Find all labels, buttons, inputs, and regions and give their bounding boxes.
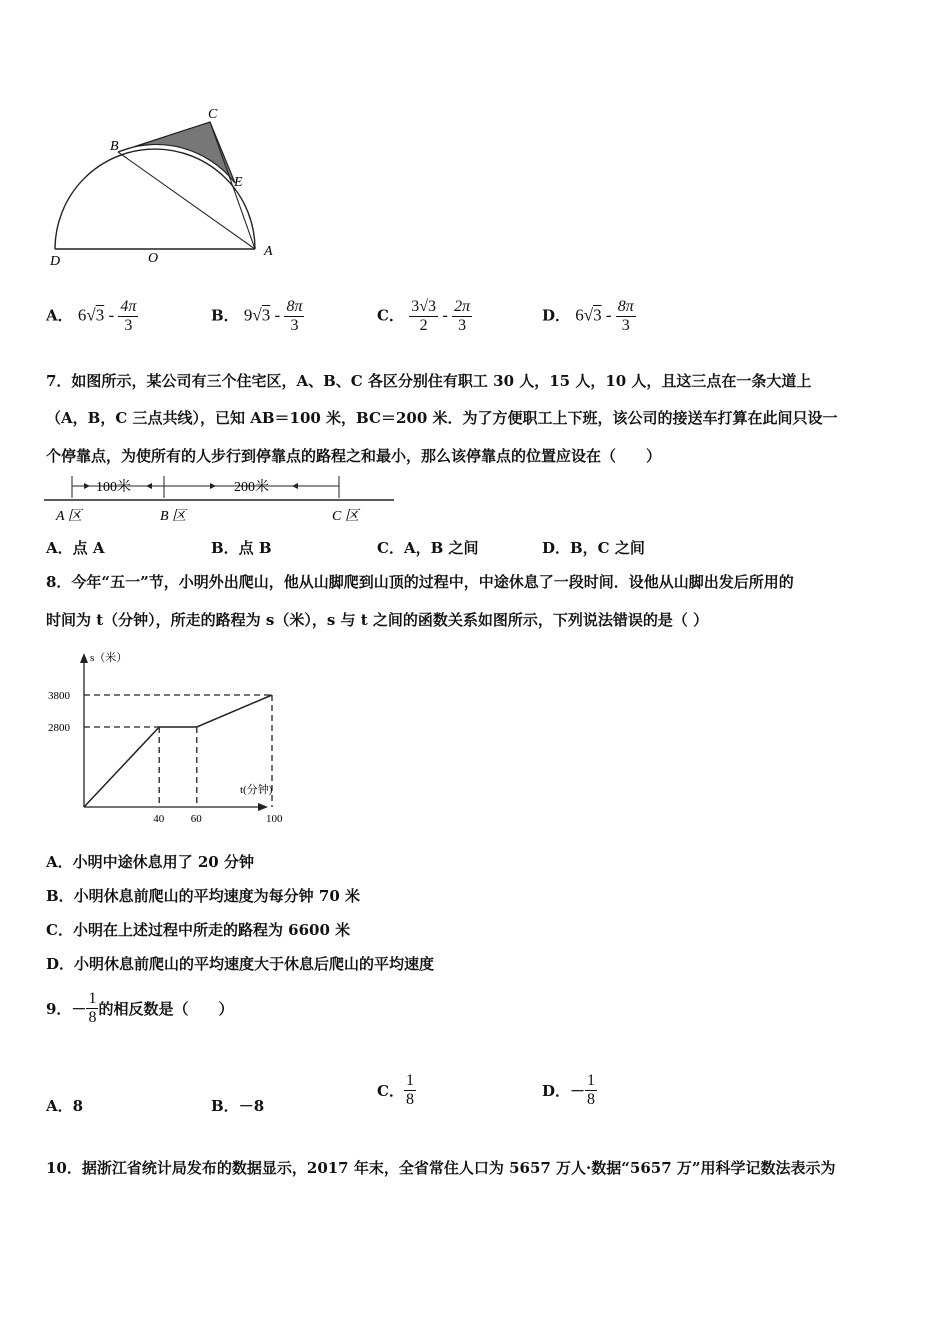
y-axis-arrow <box>80 653 88 663</box>
q8-text-line2: 时间为 t（分钟），所走的路程为 s（米），s 与 t 之间的函数关系如图所示，下列说法错误的是（ ） <box>46 611 709 629</box>
q7-label-a: A 区 <box>56 509 82 524</box>
y-tick-label: 2800 <box>48 722 70 734</box>
q8-option-d[interactable]: D．小明休息前爬山的平均速度大于休息后爬山的平均速度 <box>46 955 435 973</box>
q6-option-c[interactable]: C． $\frac{3√3}{2}$ - $\frac{2\pi}{3}$ <box>377 298 471 334</box>
q9-fraction: $\frac{1}{8}$ <box>88 990 97 1026</box>
q8-option-b[interactable]: B．小明休息前爬山的平均速度为每分钟 70 米 <box>46 887 360 905</box>
q7-label-b: B 区 <box>160 509 187 524</box>
q7-road-figure <box>44 472 404 527</box>
q7-option-d[interactable]: D．B，C 之间 <box>542 539 645 557</box>
label-c: C <box>208 107 218 122</box>
label-o: O <box>148 251 159 266</box>
label-e: E <box>234 175 243 190</box>
q8-option-c[interactable]: C．小明在上述过程中所走的路程为 6600 米 <box>46 921 351 939</box>
chord-ba <box>118 152 255 249</box>
x-tick-label: 40 <box>153 813 165 825</box>
x-tick-label: 100 <box>266 813 283 825</box>
q9-option-b[interactable]: B．－8 <box>211 1097 265 1115</box>
q6-geometry-figure <box>40 100 290 275</box>
q7-label-ab: 100米 <box>96 480 131 495</box>
q9-option-c[interactable]: C． $\frac{1}{8}$ <box>377 1072 414 1108</box>
q7-text-line1: 7．如图所示，某公司有三个住宅区，A、B、C 各区分别住有职工 30 人，15 人，10 人，且这三点在一条大道上 <box>46 372 812 390</box>
q6-option-d[interactable]: D． 6√3 - $\frac{8\pi}{3}$ <box>542 298 634 334</box>
x-tick-label: 60 <box>190 813 202 825</box>
q7-option-b[interactable]: B．点 B <box>211 539 272 557</box>
q6-option-b[interactable]: B． 9√3 - $\frac{8\pi}{3}$ <box>211 298 303 334</box>
label-b: B <box>110 139 119 154</box>
q7-option-a[interactable]: A．点 A <box>46 539 105 557</box>
q9-option-d[interactable]: D．－ $\frac{1}{8}$ <box>542 1072 596 1108</box>
q7-option-c[interactable]: C．A，B 之间 <box>377 539 479 557</box>
q7-text-line3: 个停靠点，为使所有的人步行到停靠点的路程之和最小，那么该停靠点的位置应设在（ ） <box>46 447 662 465</box>
q10-text-line1: 10．据浙江省统计局发布的数据显示，2017 年末，全省常住人口为 5657 万人·数据“5657 万”用科学记数法表示为 <box>46 1159 836 1177</box>
line-ca <box>210 122 255 249</box>
y-tick-label: 3800 <box>48 690 70 702</box>
q9-option-a[interactable]: A．8 <box>46 1097 84 1115</box>
q8-text-line1: 8．今年“五一”节，小明外出爬山，他从山脚爬到山顶的过程中，中途休息了一段时间．设他从山脚出发后所用的 <box>46 573 794 591</box>
q8-option-a[interactable]: A．小明中途休息用了 20 分钟 <box>46 853 254 871</box>
label-d: D <box>50 254 61 269</box>
q6-option-a[interactable]: A． 6√3 - $\frac{4\pi}{3}$ <box>46 298 137 334</box>
label-a: A <box>264 244 273 259</box>
q9-question: 9．－ $\frac{1}{8}$ 的相反数是（ ） <box>46 990 234 1026</box>
q7-text-line2: （A，B，C 三点共线），已知 AB＝100 米，BC＝200 米．为了方便职工上下班，该公司的接送车打算在此间只设一 <box>46 409 838 427</box>
q7-label-bc: 200米 <box>234 480 269 495</box>
x-axis-label: t(分钟) <box>240 784 273 796</box>
q8-distance-time-chart <box>40 645 300 830</box>
shaded-region <box>118 122 235 183</box>
y-axis-label: s（米） <box>90 652 128 664</box>
x-axis-arrow <box>258 803 268 811</box>
q7-label-c: C 区 <box>332 509 359 524</box>
